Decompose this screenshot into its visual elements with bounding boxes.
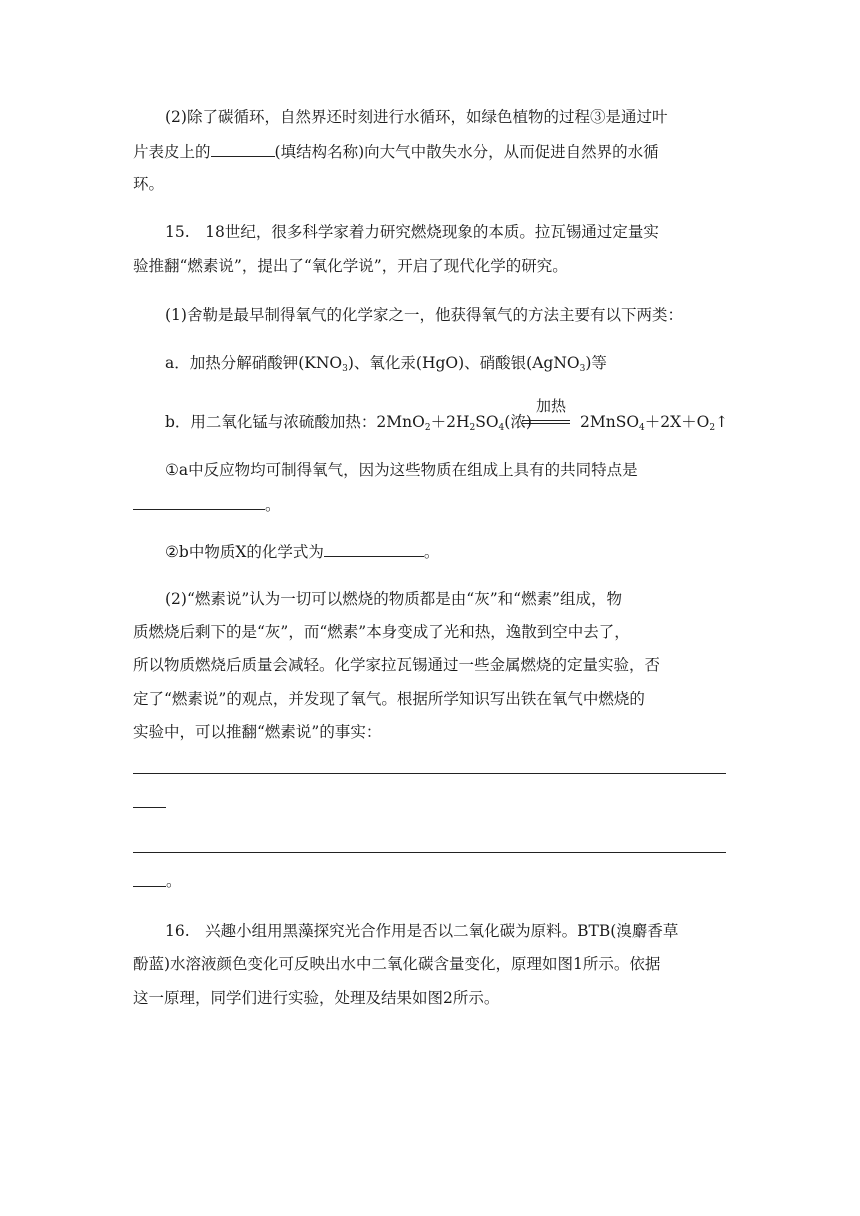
- q14-2-line-1: (2)除了碳循环，自然界还时刻进行水循环，如绿色植物的过程③是通过叶: [165, 108, 668, 126]
- method-b-sub-2: 2: [469, 423, 476, 433]
- method-b-text-4: (浓): [504, 413, 532, 431]
- q16-line-1: 16. 兴趣小组用黑藻探究光合作用是否以二氧化碳为原料。BTB(溴麝香草: [165, 922, 679, 940]
- q15-item-1-answer-line: [133, 493, 281, 516]
- method-a-text-3: )等: [585, 354, 607, 372]
- q14-2-text-before-blank: 片表皮上的: [133, 143, 211, 161]
- q16-line-3: 这一原理，同学们进行实验，处理及结果如图2所示。: [133, 989, 500, 1007]
- reaction-condition: 加热: [536, 397, 567, 415]
- q16-line-2: 酚蓝)水溶液颜色变化可反映出水中二氧化碳含量变化，原理如图1所示。依据: [133, 955, 661, 973]
- reaction-arrow-line-1: [522, 420, 570, 421]
- q15-part-2-line-2: 质燃烧后剩下的是“灰”，而“燃素”本身变成了光和热，逸散到空中去了，: [133, 623, 630, 641]
- method-b-sub-4: 4: [639, 423, 645, 433]
- answer-line-2-continued[interactable]: [133, 886, 166, 887]
- q15-method-a: [165, 352, 607, 374]
- answer-line-1-continued[interactable]: [133, 807, 166, 808]
- method-b-text-7: ↑: [715, 413, 729, 431]
- method-a-text-1: a．加热分解硝酸钾(KNO: [165, 354, 343, 372]
- method-b-text-5: 2MnSO: [580, 413, 640, 431]
- answer-blank-formula-x[interactable]: [324, 540, 424, 557]
- q14-2-line-2: [133, 140, 659, 163]
- q15-part-2-line-3: 所以物质燃烧后质量会减轻。化学家拉瓦锡通过一些金属燃烧的定量实验，否: [133, 656, 661, 674]
- q15-stem-line-2: 验推翻“燃素说”，提出了“氧化学说”，开启了现代化学的研究。: [133, 257, 568, 275]
- answer-line-2[interactable]: [133, 852, 726, 853]
- q15-item-1: ①a中反应物均可制得氧气，因为这些物质在组成上具有的共同特点是: [165, 461, 638, 479]
- reaction-arrow-line-2: [522, 423, 570, 424]
- q15-part-2-line-5: 实验中，可以推翻“燃素说”的事实：: [133, 723, 382, 741]
- answer-blank-common-feature[interactable]: [133, 493, 265, 510]
- answer-line-1[interactable]: [133, 773, 726, 774]
- method-b-text-1: b．用二氧化锰与浓硫酸加热：2MnO: [165, 413, 425, 431]
- answer-blank-structure[interactable]: [211, 140, 275, 157]
- method-a-sub-1: 3: [342, 364, 348, 374]
- method-b-sub-1: 2: [424, 423, 431, 433]
- method-b-text-6: ＋2X＋O: [644, 413, 710, 431]
- q15-part-1: (1)舍勒是最早制得氧气的化学家之一，他获得氧气的方法主要有以下两类：: [165, 306, 683, 324]
- method-a-sub-2: 3: [579, 364, 586, 374]
- q14-2-text-after-blank: (填结构名称)向大气中散失水分，从而促进自然界的水循: [274, 143, 659, 161]
- answer-end-period: 。: [166, 872, 182, 890]
- method-b-sub-5: 2: [709, 423, 716, 433]
- q15-part-2-line-4: 定了“燃素说”的观点，并发现了氧气。根据所学知识写出铁在氧气中燃烧的: [133, 690, 645, 708]
- q15-method-b: [165, 411, 532, 433]
- item-2-period: 。: [423, 543, 440, 561]
- item-2-text: ②b中物质X的化学式为: [165, 543, 324, 561]
- method-b-text-3: SO: [475, 413, 499, 431]
- method-a-text-2: )、氧化汞(HgO)、硝酸银(AgNO: [347, 354, 580, 372]
- method-b-sub-3: 4: [498, 423, 505, 433]
- method-b-text-2: ＋2H: [430, 413, 470, 431]
- q15-part-2-line-1: (2)“燃素说”认为一切可以燃烧的物质都是由“灰”和“燃素”组成，物: [165, 590, 623, 608]
- q15-item-2: [165, 540, 439, 563]
- q15-method-b-products: [580, 411, 728, 433]
- item-1-period: 。: [265, 496, 281, 514]
- q14-2-line-3: 环。: [133, 175, 165, 193]
- q15-stem-line-1: 15. 18世纪，很多科学家着力研究燃烧现象的本质。拉瓦锡通过定量实: [165, 223, 659, 241]
